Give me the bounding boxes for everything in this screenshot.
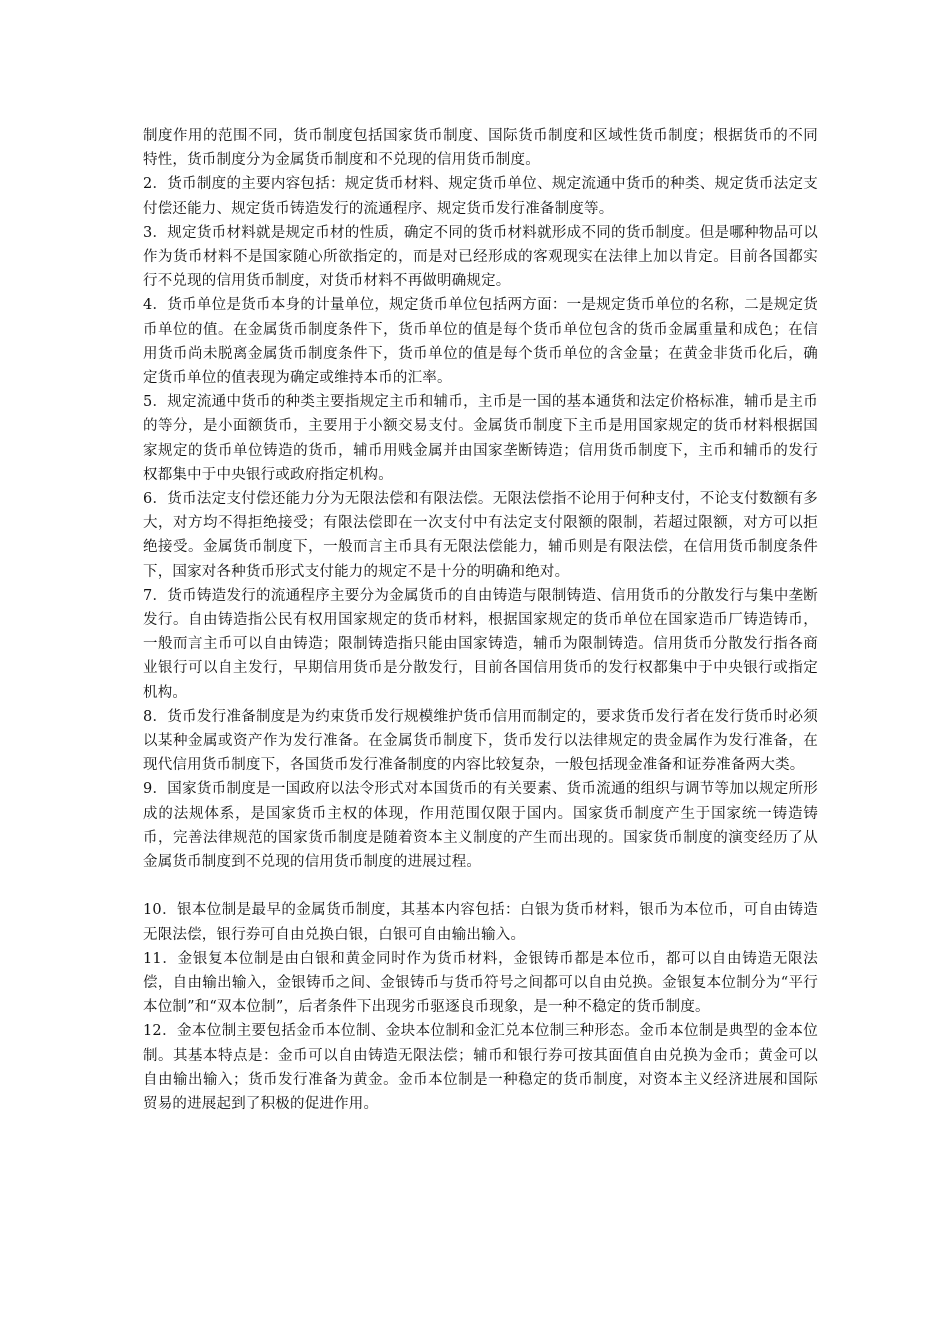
paragraph-2: 2．货币制度的主要内容包括：规定货币材料、规定货币单位、规定流通中货币的种类、规定货币法定支付偿还能力、规定货币铸造发行的流通程序、规定货币发行准备制度等。 xyxy=(143,176,818,217)
paragraph-12: 12．金本位制主要包括金币本位制、金块本位制和金汇兑本位制三种形态。金币本位制是典型的金本位制。其基本特点是：金币可以自由铸造无限法偿；辅币和银行券可按其面值自由兑换为金币；黄金可以自由输出输入；货币发行准备为黄金。金币本位制是一种稳定的货币制度，对资本主义经济进展和国际贸易的进展起到了积极的促进作用。 xyxy=(143,1023,818,1112)
document-page xyxy=(143,124,818,1116)
paragraph-4: 4．货币单位是货币本身的计量单位，规定货币单位包括两方面：一是规定货币单位的名称，二是规定货币单位的值。在金属货币制度条件下，货币单位的值是每个货币单位包含的货币金属重量和成色；在信用货币尚未脱离金属货币制度条件下，货币单位的值是每个货币单位的含金量；在黄金非货币化后，确定货币单位的值表现为确定或维持本币的汇率。 xyxy=(143,297,818,387)
paragraph-10: 10．银本位制是最早的金属货币制度，其基本内容包括：白银为货币材料，银币为本位币，可自由铸造无限法偿，银行券可自由兑换白银，白银可自由输出输入。 xyxy=(143,902,818,943)
paragraph-3: 3．规定货币材料就是规定币材的性质，确定不同的货币材料就形成不同的货币制度。但是哪种物品可以作为货币材料不是国家随心所欲指定的，而是对已经形成的客观现实在法律上加以肯定。目前各国都实行不兑现的信用货币制度，对货币材料不再做明确规定。 xyxy=(143,224,818,290)
paragraph-intro: 制度作用的范围不同，货币制度包括国家货币制度、国际货币制度和区域性货币制度；根据货币的不同特性，货币制度分为金属货币制度和不兑现的信用货币制度。 xyxy=(143,128,818,169)
paragraph-11: 11．金银复本位制是由白银和黄金同时作为货币材料，金银铸币都是本位币，都可以自由铸造无限法偿，自由输出输入，金银铸币之间、金银铸币与货币符号之间都可以自由兑换。金银复本位制分为“平行本位制”和“双本位制”，后者条件下出现劣币驱逐良币现象，是一种不稳定的货币制度。 xyxy=(143,950,818,1016)
paragraph-5: 5．规定流通中货币的种类主要指规定主币和辅币，主币是一国的基本通货和法定价格标准，辅币是主币的等分，是小面额货币，主要用于小额交易支付。金属货币制度下主币是用国家规定的货币材料根据国家规定的货币单位铸造的货币，辅币用贱金属并由国家垄断铸造；信用货币制度下，主币和辅币的发行权都集中于中央银行或政府指定机构。 xyxy=(143,394,818,483)
paragraph-7: 7．货币铸造发行的流通程序主要分为金属货币的自由铸造与限制铸造、信用货币的分散发行与集中垄断发行。自由铸造指公民有权用国家规定的货币材料，根据国家规定的货币单位在国家造币厂铸造铸币，一般而言主币可以自由铸造；限制铸造指只能由国家铸造，辅币为限制铸造。信用货币分散发行指各商业银行可以自主发行，早期信用货币是分散发行，目前各国信用货币的发行权都集中于中央银行或指定机构。 xyxy=(143,587,818,701)
paragraph-6: 6．货币法定支付偿还能力分为无限法偿和有限法偿。无限法偿指不论用于何种支付，不论支付数额有多大，对方均不得拒绝接受；有限法偿即在一次支付中有法定支付限额的限制，若超过限额，对方可以拒绝接受。金属货币制度下，一般而言主币具有无限法偿能力，辅币则是有限法偿，在信用货币制度条件下，国家对各种货币形式支付能力的规定不是十分的明确和绝对。 xyxy=(143,491,818,580)
paragraph-9: 9．国家货币制度是一国政府以法令形式对本国货币的有关要素、货币流通的组织与调节等加以规定所形成的法规体系，是国家货币主权的体现，作用范围仅限于国内。国家货币制度产生于国家统一铸造铸币，完善法律规范的国家货币制度是随着资本主义制度的产生而出现的。国家货币制度的演变经历了从金属货币制度到不兑现的信用货币制度的进展过程。 xyxy=(143,781,818,871)
paragraph-8: 8．货币发行准备制度是为约束货币发行规模维护货币信用而制定的，要求货币发行者在发行货币时必须以某种金属或资产作为发行准备。在金属货币制度下，货币发行以法律规定的贵金属作为发行准备，在现代信用货币制度下，各国货币发行准备制度的内容比较复杂，一般包括现金准备和证券准备两大类。 xyxy=(143,708,818,774)
